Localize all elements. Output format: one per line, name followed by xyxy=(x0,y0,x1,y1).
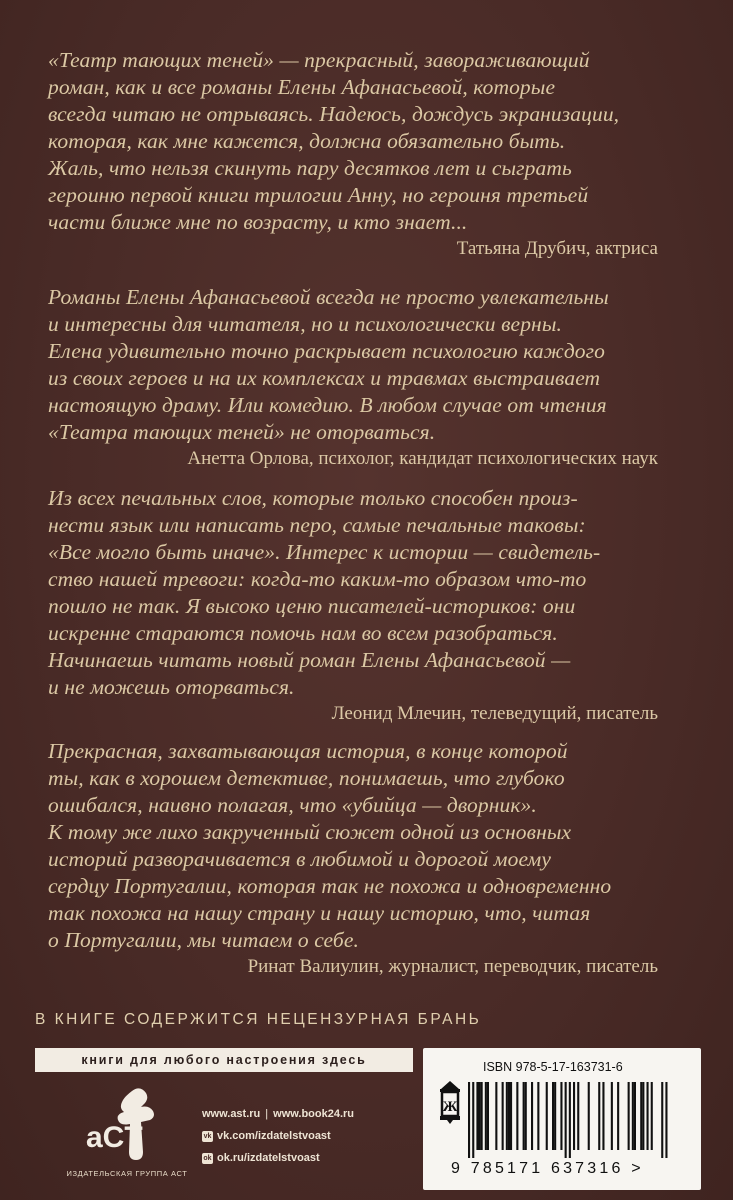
barcode-bar xyxy=(487,1082,489,1150)
barcode-bar xyxy=(573,1082,575,1150)
vk-row xyxy=(202,1125,354,1147)
quote-line: части ближе мне по возрасту, и кто знает... xyxy=(48,210,468,234)
quote-line: Елена удивительно точно раскрывает психологию каждого xyxy=(48,339,605,363)
quote-line: нести язык или написать перо, самые печальные таковы: xyxy=(48,513,586,537)
barcode-bar xyxy=(510,1082,512,1150)
quote-line: роман, как и все романы Елены Афанасьевой, которые xyxy=(48,75,556,99)
barcode-bar xyxy=(634,1082,636,1150)
barcode-bar xyxy=(479,1082,481,1150)
barcode-bar xyxy=(508,1082,510,1150)
quote-line: пошло не так. Я высоко ценю писателей-историков: они xyxy=(48,594,576,618)
barcode-bar xyxy=(565,1082,567,1158)
ok-row xyxy=(202,1147,354,1169)
website-link-ast[interactable]: www.ast.ru xyxy=(202,1108,261,1120)
ok-link[interactable]: ok.ru/izdatelstvoast xyxy=(217,1152,320,1164)
barcode-bar xyxy=(531,1082,533,1150)
barcode-bar xyxy=(485,1082,487,1150)
barcode-bar xyxy=(502,1082,504,1150)
website-row xyxy=(202,1103,354,1125)
quote-drubich xyxy=(48,47,658,262)
quote-line: о Португалии, мы читаем о себе. xyxy=(48,928,359,952)
quote-line: К тому же лихо закрученный сюжет одной из основных xyxy=(48,820,572,844)
barcode-bar xyxy=(611,1082,613,1150)
barcode-bar xyxy=(665,1082,667,1158)
barcode-bars xyxy=(468,1082,688,1158)
barcode-bar xyxy=(661,1082,663,1158)
quote-line: сердцу Португалии, которая так не похожа и одновременно xyxy=(48,874,612,898)
barcode-bar xyxy=(472,1082,474,1158)
barcode-bar xyxy=(525,1082,527,1150)
quote-line: героиню первой книги трилогии Анну, но героиня третьей xyxy=(48,183,589,207)
barcode-bar xyxy=(554,1082,556,1150)
quote-author: Леонид Млечин, телеведущий, писатель xyxy=(331,703,658,724)
quote-line: ошибался, наивно полагая, что «убийца — дворник». xyxy=(48,793,537,817)
barcode-bar xyxy=(476,1082,478,1150)
vk-link[interactable]: vk.com/izdatelstvoast xyxy=(217,1130,331,1142)
barcode-bar xyxy=(495,1082,497,1150)
quote-line: из своих героев и на их комплексах и травмах выстраивает xyxy=(48,366,601,390)
quote-line: «Театр тающих теней» — прекрасный, завораживающий xyxy=(48,48,590,72)
barcode-bar xyxy=(651,1082,653,1150)
quote-line: искренне стараются помочь нам во всем разобраться. xyxy=(48,621,558,645)
quote-line: Жаль, что нельзя скинуть пару десятков лет и сыграть xyxy=(48,156,572,180)
quote-line: которая, как мне кажется, должна обязательно быть. xyxy=(48,129,566,153)
logo-lettering: aCT xyxy=(86,1121,143,1154)
quote-mlechin xyxy=(48,485,658,727)
quote-line: Из всех печальных слов, которые только способен произ- xyxy=(48,486,578,510)
barcode-bar xyxy=(468,1082,470,1158)
content-warning: В КНИГЕ СОДЕРЖИТСЯ НЕЦЕНЗУРНАЯ БРАНЬ xyxy=(35,1011,482,1028)
barcode-bar xyxy=(588,1082,590,1150)
barcode-bar xyxy=(481,1082,483,1150)
svg-text:Ж: Ж xyxy=(442,1099,458,1115)
barcode-bar xyxy=(602,1082,604,1150)
quote-line: «Театра тающих теней» не оторваться. xyxy=(48,420,436,444)
quote-author: Анетта Орлова, психолог, кандидат психологических наук xyxy=(187,448,658,469)
quote-valiulin xyxy=(48,738,658,980)
publisher-caption: ИЗДАТЕЛЬСКАЯ ГРУППА АСТ xyxy=(66,1169,188,1178)
barcode-bar xyxy=(642,1082,644,1150)
quote-line: ты, как в хорошем детективе, понимаешь, что глубоко xyxy=(48,766,565,790)
quote-author: Татьяна Друбич, актриса xyxy=(456,238,658,259)
quote-line: Прекрасная, захватывающая история, в конце которой xyxy=(48,739,568,763)
barcode-bar xyxy=(598,1082,600,1150)
quote-line: ство нашей тревоги: когда-то каким-то образом что-то xyxy=(48,567,587,591)
barcode-bar xyxy=(617,1082,619,1150)
vk-icon: vk xyxy=(203,1132,212,1140)
ast-logo xyxy=(62,1085,192,1185)
barcode-bar xyxy=(628,1082,630,1150)
quote-line: Романы Елены Афанасьевой всегда не просто увлекательны xyxy=(48,285,609,309)
quote-line: «Все могло быть иначе». Интерес к истории — свидетель- xyxy=(48,540,601,564)
barcode-bar xyxy=(647,1082,649,1150)
barcode-bar xyxy=(577,1082,579,1150)
website-link-book24[interactable]: www.book24.ru xyxy=(273,1108,355,1120)
barcode-bar xyxy=(506,1082,508,1150)
isbn-text: ISBN 978-5-17-163731-6 xyxy=(483,1060,623,1074)
quote-line: историй разворачивается в любимой и дорогой моему xyxy=(48,847,552,871)
quote-line: всегда читаю не отрываясь. Надеюсь, дождусь экранизации, xyxy=(48,102,620,126)
quote-author: Ринат Валиулин, журналист, переводчик, писатель xyxy=(247,956,658,977)
barcode-bar xyxy=(516,1082,518,1150)
link-separator: | xyxy=(265,1108,269,1120)
quote-line: и интересны для читателя, но и психологически верны. xyxy=(48,312,562,336)
ok-icon: ok xyxy=(203,1154,212,1162)
barcode-bar xyxy=(546,1082,548,1150)
promo-banner: книги для любого настроения здесь xyxy=(35,1048,413,1072)
barcode-bar xyxy=(537,1082,539,1150)
ast-logo-icon xyxy=(80,1085,176,1167)
barcode-bar xyxy=(552,1082,554,1150)
barcode-digits: 9 785171 637316 > xyxy=(451,1160,644,1177)
barcode-bar xyxy=(523,1082,525,1150)
barcode-bar xyxy=(560,1082,562,1150)
lantern-icon xyxy=(437,1080,463,1124)
quote-line: настоящую драму. Или комедию. В любом случае от чтения xyxy=(48,393,607,417)
quote-orlova xyxy=(48,284,658,472)
barcode-bar xyxy=(632,1082,634,1150)
barcode-bar xyxy=(640,1082,642,1150)
quote-line: и не можешь оторваться. xyxy=(48,675,295,699)
barcode-bar xyxy=(569,1082,571,1158)
barcode-panel xyxy=(423,1048,701,1190)
quote-line: так похожа на нашу страну и нашу историю, что, читая xyxy=(48,901,591,925)
publisher-links xyxy=(202,1103,354,1169)
quote-line: Начинаешь читать новый роман Елены Афанасьевой — xyxy=(48,648,571,672)
